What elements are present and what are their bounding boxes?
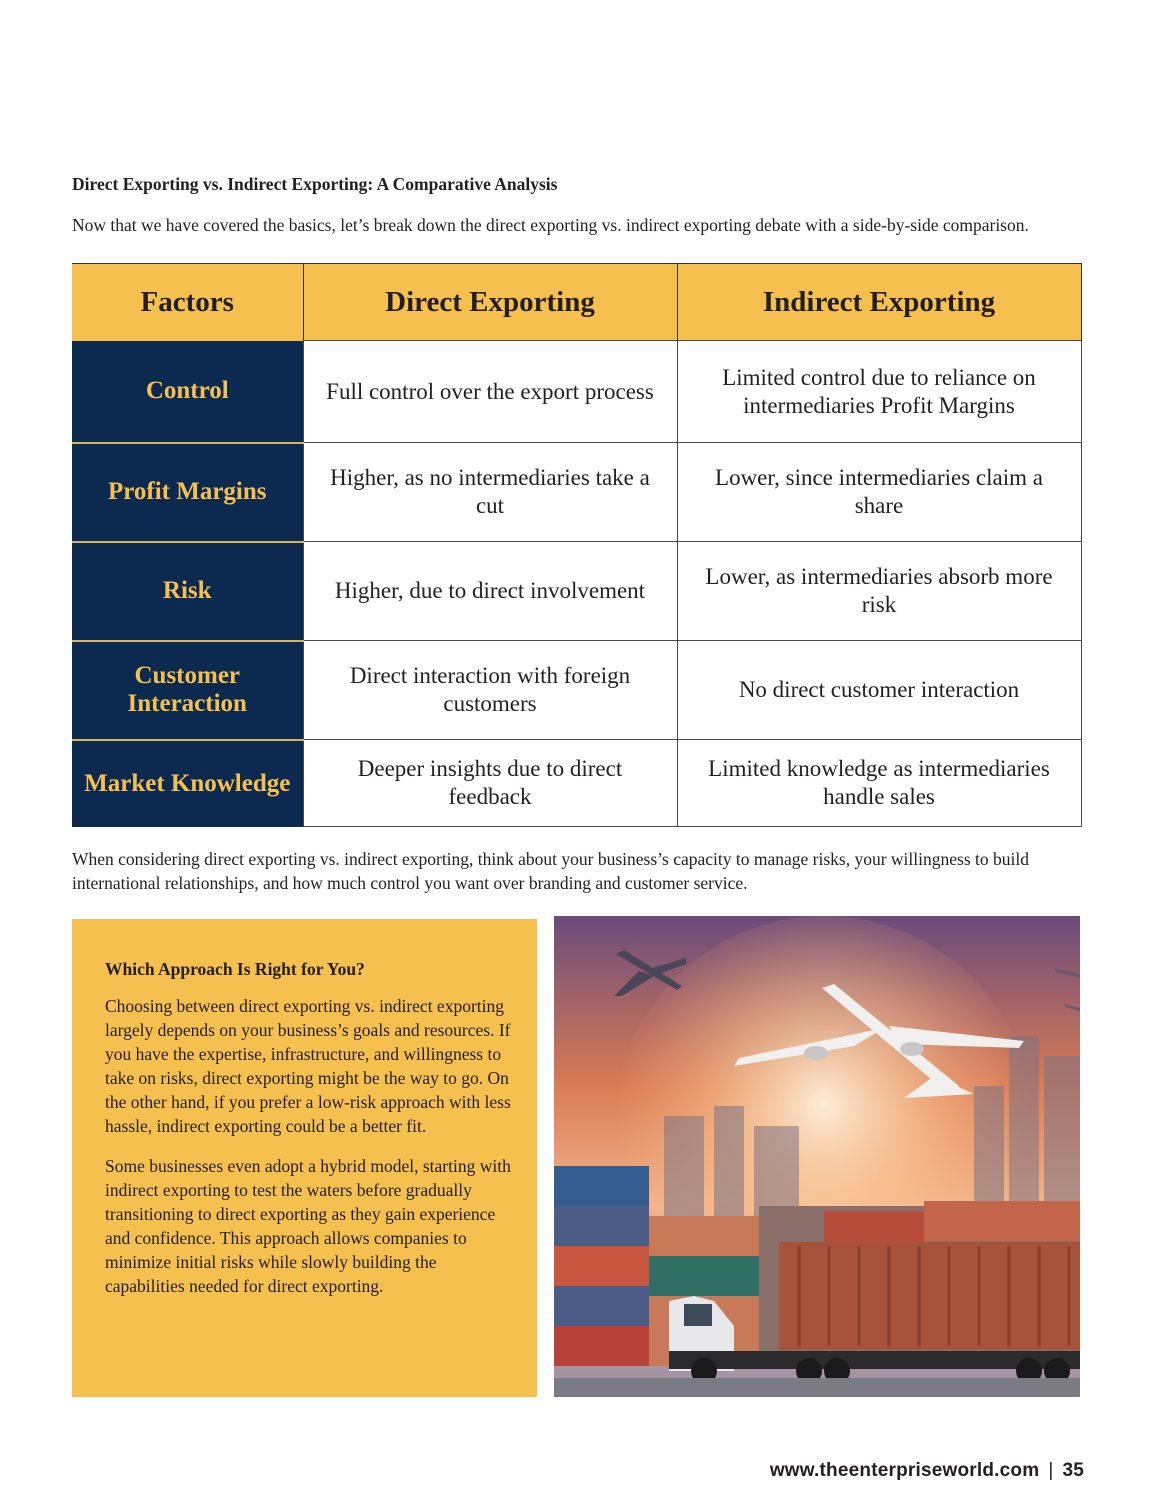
- table-row: [72, 542, 1081, 641]
- table-row: [72, 641, 1081, 740]
- logistics-photo: [554, 916, 1080, 1397]
- intro-paragraph: Now that we have covered the basics, let’s break down the direct exporting vs. indirect exporting debate with a side-by-side comparison.: [72, 215, 1029, 235]
- sidebar-paragraph: Some businesses even adopt a hybrid model, starting with indirect exporting to test the waters before gradually transitioning to direct exporting as they gain experience and confidence. This approach allows companies to minimize initial risks while slowly building the capabilities needed for direct exporting.: [105, 1156, 511, 1296]
- factor-cell: Profit Margins: [72, 443, 303, 542]
- table-row: [72, 740, 1081, 827]
- table-row: [72, 341, 1081, 443]
- factor-cell: Customer Interaction: [72, 641, 303, 740]
- sidebar-title: Which Approach Is Right for You?: [105, 959, 365, 979]
- header-indirect-exporting: Indirect Exporting: [677, 264, 1081, 341]
- indirect-cell: Limited control due to reliance on intermediaries Profit Margins: [677, 341, 1081, 443]
- comparison-table: [72, 263, 1082, 827]
- direct-cell: Deeper insights due to direct feedback: [303, 740, 677, 827]
- direct-cell: Full control over the export process: [303, 341, 677, 443]
- indirect-cell: Limited knowledge as intermediaries handle sales: [677, 740, 1081, 827]
- factor-cell: Risk: [72, 542, 303, 641]
- factor-cell: Market Knowledge: [72, 740, 303, 827]
- direct-cell: Higher, due to direct involvement: [303, 542, 677, 641]
- table-row: [72, 443, 1081, 542]
- header-factors: Factors: [72, 264, 303, 341]
- footer-separator: |: [1048, 1460, 1054, 1481]
- sidebar-box: [72, 919, 537, 1397]
- direct-cell: Direct interaction with foreign customers: [303, 641, 677, 740]
- table-header-row: [72, 264, 1081, 341]
- footer-url[interactable]: www.theenterpriseworld.com: [769, 1460, 1040, 1481]
- page-number: 35: [1062, 1460, 1084, 1481]
- header-direct-exporting: Direct Exporting: [303, 264, 677, 341]
- indirect-cell: Lower, since intermediaries claim a share: [677, 443, 1081, 542]
- factor-cell: Control: [72, 341, 303, 443]
- closing-paragraph: When considering direct exporting vs. indirect exporting, think about your business’s capacity to manage risks, your willingness to build international relationships, and how much control you want over branding and customer service.: [72, 849, 1029, 893]
- indirect-cell: Lower, as intermediaries absorb more risk: [677, 542, 1081, 641]
- section-title: Direct Exporting vs. Indirect Exporting: A Comparative Analysis: [72, 174, 558, 194]
- indirect-cell: No direct customer interaction: [677, 641, 1081, 740]
- page-footer: [770, 1460, 1084, 1482]
- direct-cell: Higher, as no intermediaries take a cut: [303, 443, 677, 542]
- sidebar-paragraph: Choosing between direct exporting vs. indirect exporting largely depends on your business’s goals and resources. If you have the expertise, infrastructure, and willingness to take on risks, direct exporting might be the way to go. On the other hand, if you prefer a low-risk approach with less hassle, indirect exporting could be a better fit.: [105, 996, 511, 1136]
